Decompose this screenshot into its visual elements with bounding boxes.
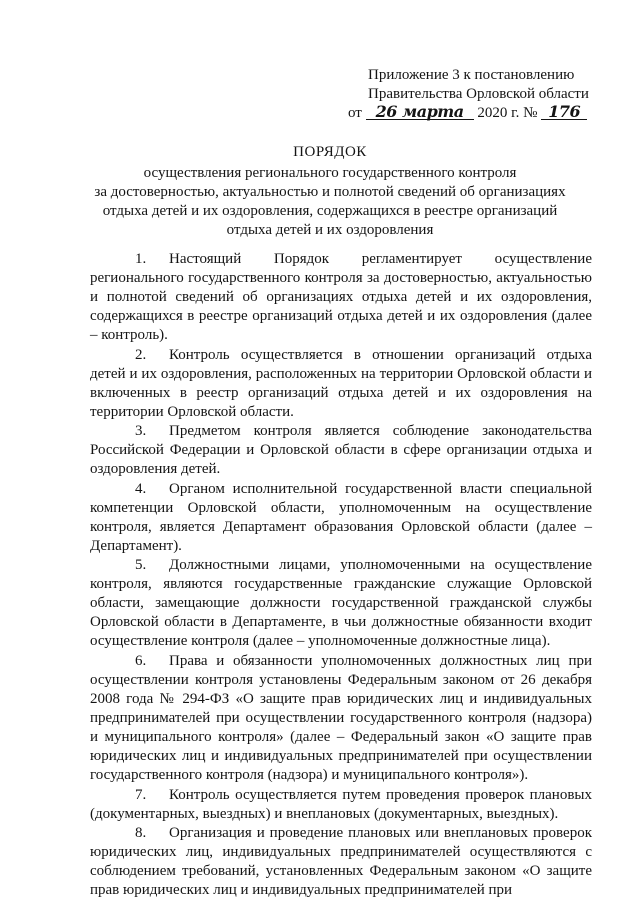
paragraph-number: 4. <box>135 480 147 497</box>
paragraph-4 <box>90 480 592 556</box>
appendix-year-text: 2020 г. № <box>477 105 538 121</box>
paragraph-number: 8. <box>135 825 147 842</box>
paragraph-7 <box>90 786 592 824</box>
appendix-prefix-ot: от <box>348 105 362 121</box>
title-subline-3: отдыха детей и их оздоровления, содержащихся в реестре организаций <box>102 203 558 219</box>
paragraph-number: 5. <box>135 557 147 574</box>
paragraph-2 <box>90 346 592 422</box>
paragraph-text: Должностными лицами, уполномоченными на осуществление контроля, являются государственные гражданские служащие Орловской области, замещающие должности государственной гражданской службы Орловской области в Департаменте, в чьи должностные обязанности входит осуществление контроля (далее – уполномоченные должностные лица). <box>90 557 592 650</box>
paragraph-text: Организация и проведение плановых или внеплановых проверок юридических лиц, индивидуальных предпринимателей осуществляются с соблюдением требований, установленных Федеральным законом «О защите прав юридических лиц и индивидуальных предпринимателей при <box>90 825 592 899</box>
paragraph-text: Контроль осуществляется в отношении организаций отдыха детей и их оздоровления, расположенных на территории Орловской области и включенных в реестр организаций отдыха детей и их оздоровления на территории Орловской области. <box>90 346 592 420</box>
paragraph-number: 3. <box>135 423 147 440</box>
document-title: ПОРЯДОК <box>293 144 367 160</box>
appendix-header <box>348 66 598 123</box>
paragraph-text: Настоящий Порядок регламентирует осуществление регионального государственного контроля за достоверностью, актуальностью и полнотой сведений об организациях отдыха детей и их оздоровления, содержащихся в реестре организаций отдыха детей и их оздоровления (далее – контроль). <box>90 251 592 343</box>
paragraph-number: 7. <box>135 786 147 803</box>
handwritten-date: 26 марта <box>366 104 474 120</box>
paragraph-number: 1. <box>135 251 147 267</box>
paragraph-1 <box>90 250 592 345</box>
title-subline-1: осуществления регионального государственного контроля <box>143 165 517 181</box>
paragraph-text: Органом исполнительной государственной власти специальной компетенции Орловской области, уполномоченным на осуществление контроля, является Департамент образования Орловской области (далее – Департамент). <box>90 480 592 554</box>
appendix-date-line <box>348 104 598 123</box>
paragraph-text: Предметом контроля является соблюдение законодательства Российской Федерации и Орловской области в сфере организации отдыха и оздоровления детей. <box>90 423 592 478</box>
paragraph-text: Права и обязанности уполномоченных должностных лиц при осуществлении контроля установлены Федеральным законом от 26 декабря 2008 года № 294-ФЗ «О защите прав юридических лиц и индивидуальных предпринимателей при осуществлении государственного контроля (надзора) и муниципального контроля» (далее – Федеральный закон «О защите прав юридических лиц и индивидуальных предпринимателей при осуществлении государственного контроля (надзора) и муниципального контроля»). <box>90 652 592 783</box>
title-subline-4: отдыха детей и их оздоровления <box>226 222 434 238</box>
handwritten-number: 176 <box>541 104 587 120</box>
paragraph-3 <box>90 422 592 479</box>
paragraph-8 <box>90 824 592 900</box>
paragraph-text: Контроль осуществляется путем проведения проверок плановых (документарных, выездных) и внеплановых (документарных, выездных). <box>90 786 592 822</box>
document-title-block <box>60 143 600 240</box>
title-subline-2: за достоверностью, актуальностью и полнотой сведений об организациях <box>94 184 566 200</box>
appendix-line-2: Правительства Орловской области <box>368 86 589 102</box>
document-body <box>90 250 592 901</box>
paragraph-number: 6. <box>135 652 147 669</box>
paragraph-5 <box>90 556 592 651</box>
paragraph-number: 2. <box>135 346 147 363</box>
appendix-line-1: Приложение 3 к постановлению <box>368 67 575 83</box>
paragraph-6 <box>90 652 592 785</box>
